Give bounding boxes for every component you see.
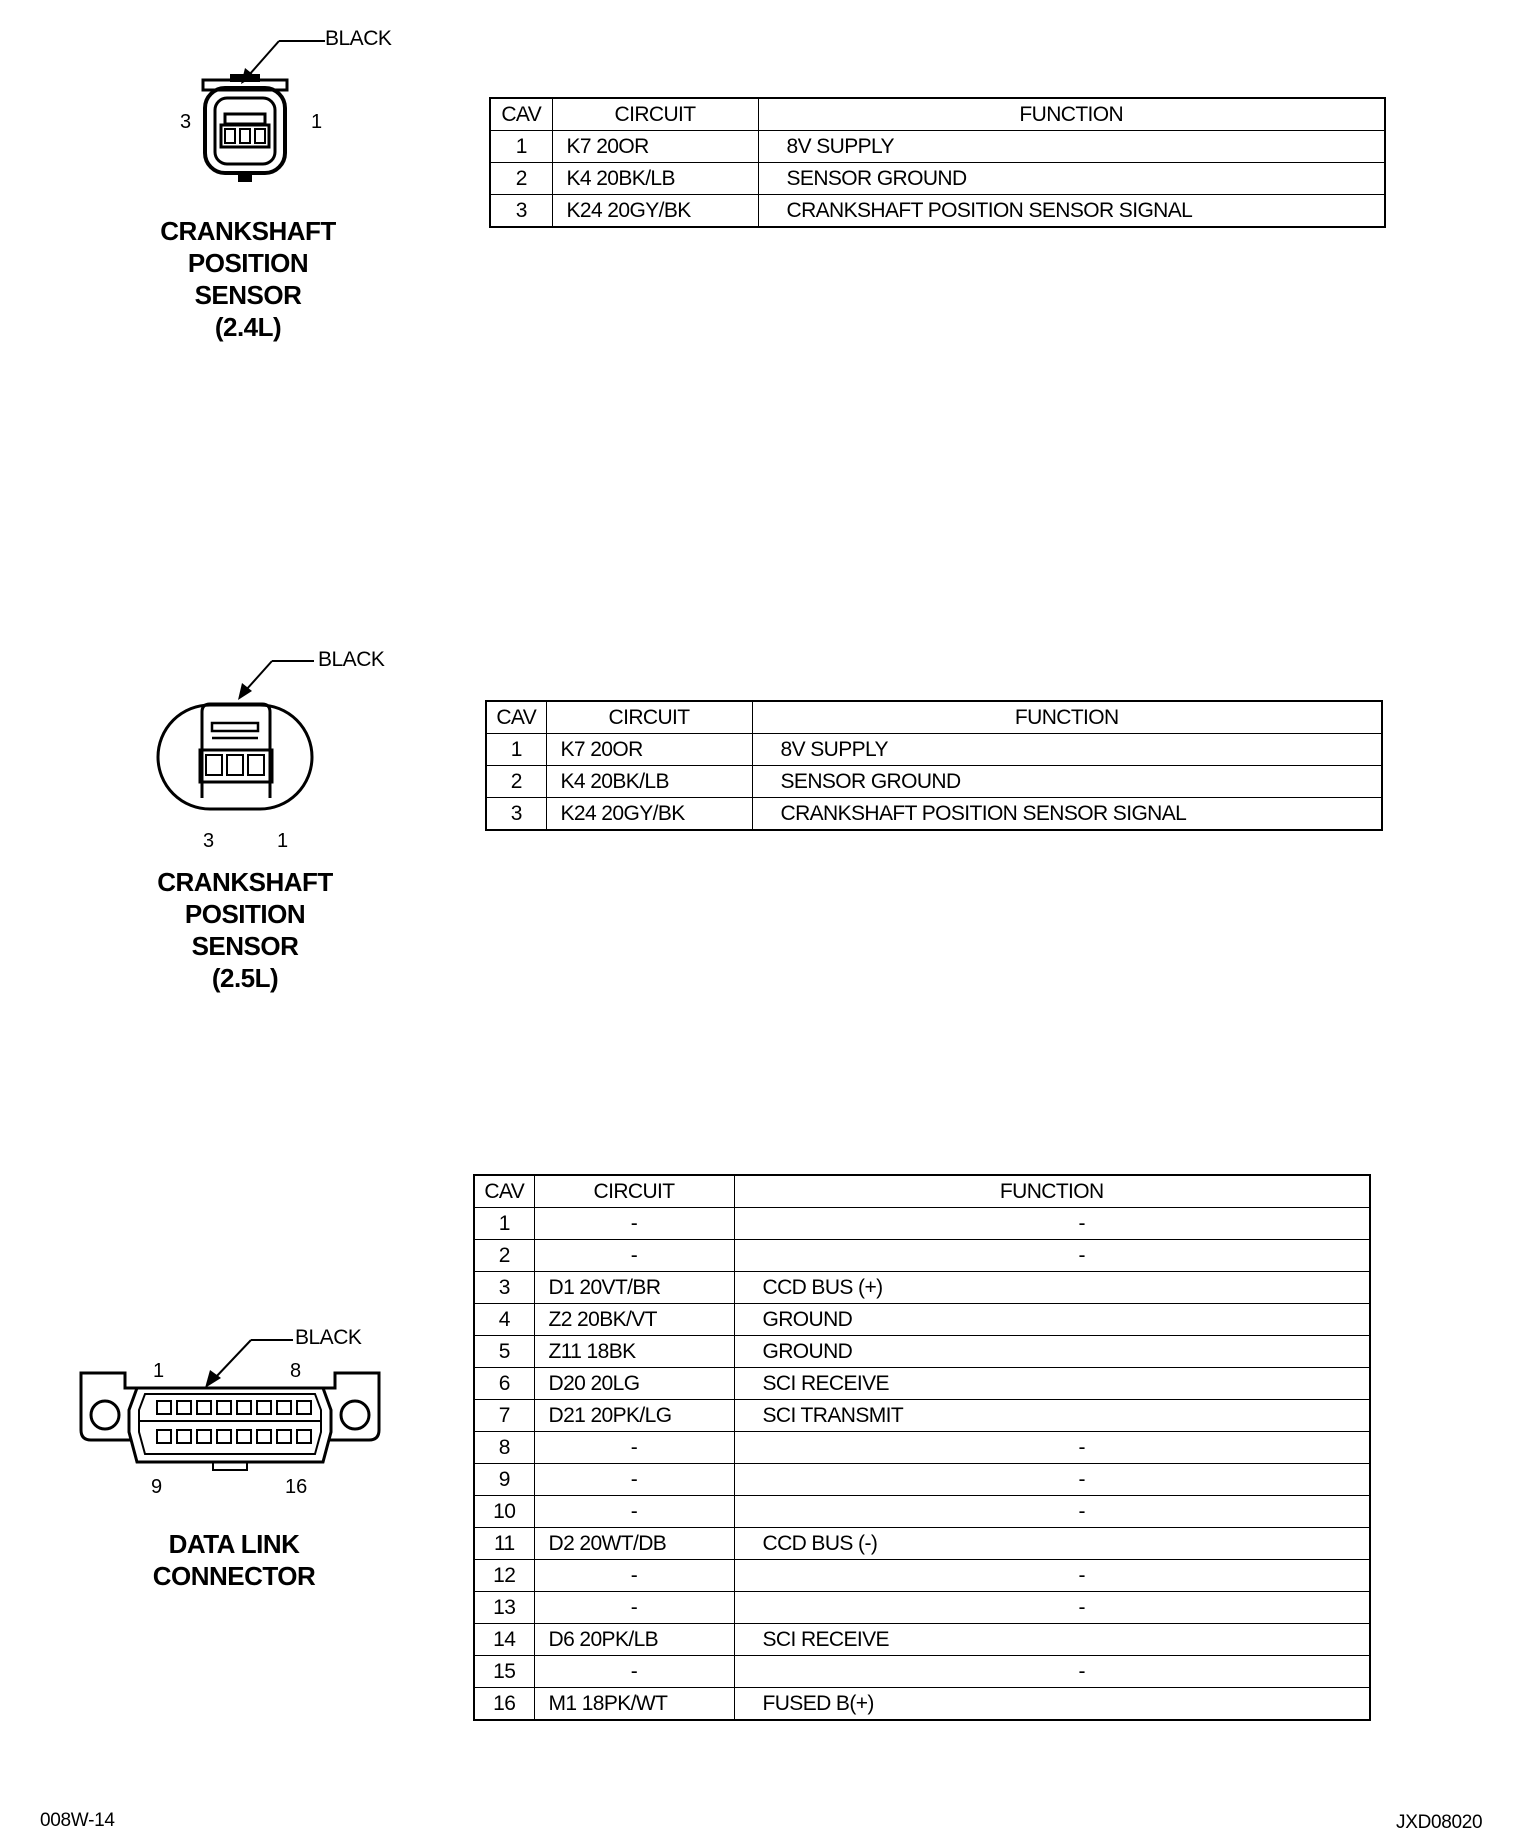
cell-function: - [734, 1208, 1370, 1240]
table-row [474, 1272, 1370, 1304]
table-row [474, 1464, 1370, 1496]
connector-2-4l-icon [175, 30, 330, 190]
cell-circuit: - [534, 1240, 734, 1272]
cell-circuit: - [534, 1432, 734, 1464]
cell-function: - [734, 1464, 1370, 1496]
cell-circuit: D21 20PK/LG [534, 1400, 734, 1432]
pin-label-right: 1 [277, 830, 289, 852]
cell-function: CCD BUS (-) [734, 1528, 1370, 1560]
table-row: 3 K24 20GY/BK CRANKSHAFT POSITION SENSOR SIGNAL [486, 798, 1382, 831]
table-row [474, 1240, 1370, 1272]
cell-function: FUSED B(+) [734, 1688, 1370, 1721]
cell-cav: 12 [474, 1560, 534, 1592]
table-row: 2 K4 20BK/LB SENSOR GROUND [486, 766, 1382, 798]
table-row [474, 1560, 1370, 1592]
figure-code-right: JXD08020 [1396, 1812, 1483, 1833]
cell-cav: 13 [474, 1592, 534, 1624]
table-row [474, 1528, 1370, 1560]
data-link-connector-icon [75, 1330, 385, 1490]
cell-cav: 4 [474, 1304, 534, 1336]
table-row [474, 1624, 1370, 1656]
cell-cav: 10 [474, 1496, 534, 1528]
cell-function: - [734, 1432, 1370, 1464]
cell-cav: 15 [474, 1656, 534, 1688]
cell-function: - [734, 1656, 1370, 1688]
table-row: 1 K7 20OR 8V SUPPLY [490, 131, 1385, 163]
cell-cav: 9 [474, 1464, 534, 1496]
connector-2-5l-icon [150, 650, 320, 820]
cell-function: - [734, 1496, 1370, 1528]
table-row [474, 1336, 1370, 1368]
cell-cav: 16 [474, 1688, 534, 1721]
cell-function: - [734, 1592, 1370, 1624]
table-row [474, 1304, 1370, 1336]
cell-function: CCD BUS (+) [734, 1272, 1370, 1304]
cell-circuit: M1 18PK/WT [534, 1688, 734, 1721]
cell-circuit: - [534, 1464, 734, 1496]
table-header-row: CAV CIRCUIT FUNCTION [474, 1175, 1370, 1208]
cell-circuit: D2 20WT/DB [534, 1528, 734, 1560]
cell-function: - [734, 1240, 1370, 1272]
pin-label-8: 8 [290, 1360, 302, 1382]
table-header-row: CAV CIRCUIT FUNCTION [490, 98, 1385, 131]
table-row [474, 1432, 1370, 1464]
cell-cav: 7 [474, 1400, 534, 1432]
connector-caption: CRANKSHAFT POSITION SENSOR (2.4L) [160, 216, 336, 342]
table-header-row: CAV CIRCUIT FUNCTION [486, 701, 1382, 734]
cell-cav: 5 [474, 1336, 534, 1368]
table-row [474, 1656, 1370, 1688]
connector-caption: CRANKSHAFT POSITION SENSOR (2.5L) [157, 867, 333, 993]
pin-table-data-link [473, 1174, 1371, 1721]
cell-circuit: Z2 20BK/VT [534, 1304, 734, 1336]
table-row [474, 1400, 1370, 1432]
pin-label-left: 3 [203, 830, 215, 852]
table-row: 1 K7 20OR 8V SUPPLY [486, 734, 1382, 766]
pin-label-right: 1 [311, 111, 323, 133]
table-row [474, 1592, 1370, 1624]
cell-circuit: D20 20LG [534, 1368, 734, 1400]
table-row [474, 1368, 1370, 1400]
pin-label-left: 3 [180, 111, 192, 133]
pin-label-16: 16 [285, 1476, 308, 1498]
table-row [474, 1496, 1370, 1528]
cell-function: - [734, 1560, 1370, 1592]
color-label: BLACK [295, 1326, 362, 1349]
cell-circuit: D1 20VT/BR [534, 1272, 734, 1304]
cell-cav: 3 [474, 1272, 534, 1304]
color-label: BLACK [318, 648, 385, 671]
cell-circuit: Z11 18BK [534, 1336, 734, 1368]
table-row [474, 1688, 1370, 1721]
cell-circuit: - [534, 1656, 734, 1688]
cell-cav: 14 [474, 1624, 534, 1656]
color-label: BLACK [325, 27, 392, 50]
cell-circuit: - [534, 1560, 734, 1592]
cell-circuit: D6 20PK/LB [534, 1624, 734, 1656]
connector-caption: DATA LINK CONNECTOR [152, 1529, 316, 1591]
table-row: 2 K4 20BK/LB SENSOR GROUND [490, 163, 1385, 195]
table-row [474, 1208, 1370, 1240]
cell-cav: 6 [474, 1368, 534, 1400]
pin-label-9: 9 [151, 1476, 163, 1498]
table-row: 3 K24 20GY/BK CRANKSHAFT POSITION SENSOR SIGNAL [490, 195, 1385, 228]
pin-label-1: 1 [153, 1360, 165, 1382]
cell-function: SCI RECEIVE [734, 1624, 1370, 1656]
cell-function: GROUND [734, 1304, 1370, 1336]
cell-circuit: - [534, 1208, 734, 1240]
cell-function: GROUND [734, 1336, 1370, 1368]
pin-table-crankshaft-2-4l [489, 97, 1386, 228]
cell-circuit: - [534, 1496, 734, 1528]
figure-code-left: 008W-14 [40, 1810, 115, 1831]
cell-circuit: - [534, 1592, 734, 1624]
cell-cav: 1 [474, 1208, 534, 1240]
cell-function: SCI TRANSMIT [734, 1400, 1370, 1432]
cell-cav: 2 [474, 1240, 534, 1272]
cell-cav: 11 [474, 1528, 534, 1560]
cell-function: SCI RECEIVE [734, 1368, 1370, 1400]
cell-cav: 8 [474, 1432, 534, 1464]
pin-table-crankshaft-2-5l [485, 700, 1383, 831]
